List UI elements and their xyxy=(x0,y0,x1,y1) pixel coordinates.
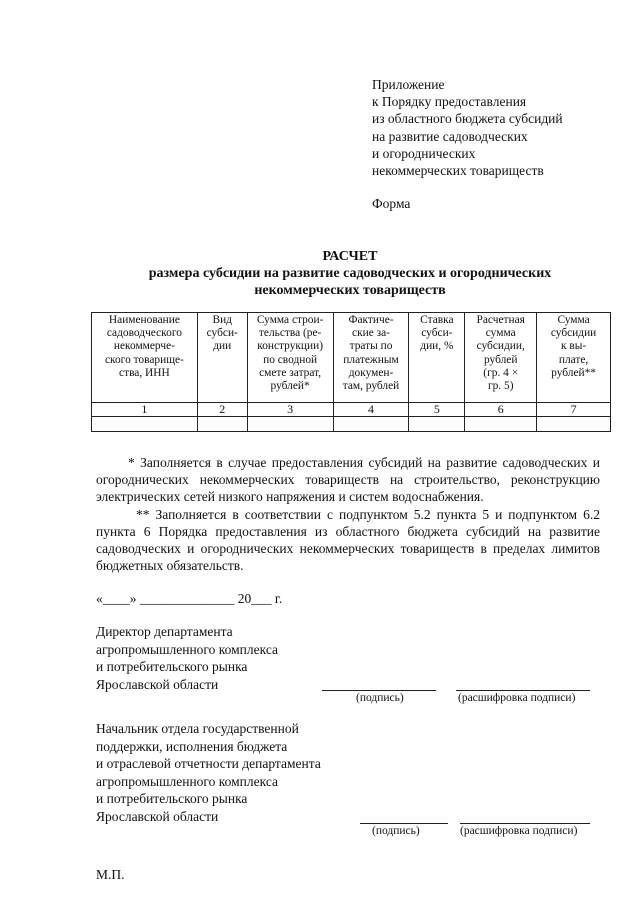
header-cell-construction-sum xyxy=(247,313,333,403)
column-number: 5 xyxy=(409,403,465,417)
header-text-line: тельства (ре- xyxy=(258,327,322,340)
header-text-line: субси- xyxy=(206,327,238,340)
column-number: 4 xyxy=(333,403,409,417)
signature-caption: (подпись) xyxy=(356,692,404,704)
column-number: 2 xyxy=(197,403,247,417)
signatory-line: и потребительского рынка xyxy=(96,659,248,674)
header-text-line: ского товарище- xyxy=(104,353,184,366)
table-cell[interactable] xyxy=(465,417,537,432)
signatory-1-position xyxy=(96,623,278,693)
signature-line-2[interactable] xyxy=(360,823,448,824)
header-text-line: Вид xyxy=(212,314,232,326)
annex-line: из областного бюджета субсидий xyxy=(372,111,563,127)
header-text-line: Сумма строи- xyxy=(256,314,324,326)
decode-caption: (расшифровка подписи) xyxy=(460,825,578,837)
header-text-line: некоммерче- xyxy=(113,340,175,353)
title-sub: некоммерческих товариществ xyxy=(254,283,446,298)
title-main: РАСЧЕТ xyxy=(322,249,378,264)
column-number: 1 xyxy=(92,403,198,417)
decode-caption: (расшифровка подписи) xyxy=(458,692,576,704)
header-cell-rate xyxy=(409,313,465,403)
header-text-line: рублей xyxy=(484,353,518,366)
column-number: 6 xyxy=(465,403,537,417)
header-text-line: (гр. 4 × xyxy=(483,366,519,379)
table-cell[interactable] xyxy=(197,417,247,432)
signatory-2-position xyxy=(96,720,321,825)
document-title xyxy=(0,248,640,299)
header-text-line: дии, % xyxy=(420,340,454,353)
footnote-1: * Заполняется в случае предоставления субсидий на развитие садоводческих и огороднических некоммерческих товариществ на строительство, реконструкцию электрических сетей низкого напряжения и систем водоснабжения. xyxy=(96,455,600,505)
header-text-line: Наименование xyxy=(108,314,180,326)
signatory-line: поддержки, исполнения бюджета xyxy=(96,738,288,754)
decode-line-1[interactable] xyxy=(456,690,590,691)
annex-line: к Порядку предоставления xyxy=(372,94,527,110)
header-text-line: по сводной xyxy=(263,353,318,366)
header-text-line: сумма xyxy=(485,327,516,340)
header-cell-name xyxy=(92,313,198,403)
signature-line-1[interactable] xyxy=(322,690,436,691)
annex-line: и огороднических xyxy=(372,145,476,161)
title-sub: размера субсидии на развитие садоводческих и огороднических xyxy=(148,266,552,281)
annex-block xyxy=(372,76,563,179)
signatory-line: и отраслевой отчетности департамента xyxy=(96,756,321,771)
footnotes xyxy=(96,454,600,574)
header-text-line: субсидии, xyxy=(476,340,525,353)
signatory-line: агропромышленного комплекса xyxy=(96,641,278,657)
header-text-line: Сумма xyxy=(557,314,590,326)
header-text-line: смете затрат, xyxy=(259,366,322,379)
footnote-2: ** Заполняется в соответствии с подпунктом 5.2 пункта 5 и подпунктом 6.2 пункта 6 Порядка предоставления из областного бюджета субсидий на развитие садоводческих и огороднических некоммерческих товариществ в пределах лимитов бюджетных обязательств. xyxy=(96,506,600,574)
signatory-line: Начальник отдела государственной xyxy=(96,721,299,736)
table-header-row xyxy=(92,313,611,403)
header-text-line: Расчетная xyxy=(476,314,525,326)
table-cell[interactable] xyxy=(537,417,611,432)
signatory-line: агропромышленного комплекса xyxy=(96,773,278,789)
header-text-line: ства, ИНН xyxy=(119,366,170,379)
header-text-line: Фактиче- xyxy=(348,314,394,326)
table-row xyxy=(92,417,611,432)
form-label: Форма xyxy=(372,196,411,211)
header-cell-calculated-sum xyxy=(465,313,537,403)
decode-line-2[interactable] xyxy=(460,823,590,824)
annex-line: некоммерческих товариществ xyxy=(372,163,544,179)
header-text-line: конструкции) xyxy=(257,340,324,353)
table-number-row xyxy=(92,403,611,417)
date-line: «____» ______________ 20___ г. xyxy=(96,591,283,606)
signature-caption: (подпись) xyxy=(372,825,420,837)
table-cell[interactable] xyxy=(409,417,465,432)
table-cell[interactable] xyxy=(333,417,409,432)
header-cell-payout-sum xyxy=(537,313,611,403)
header-cell-type xyxy=(197,313,247,403)
header-text-line: плате, xyxy=(558,353,589,366)
column-number: 3 xyxy=(247,403,333,417)
header-text-line: садоводческого xyxy=(106,327,182,340)
signatory-line: Директор департамента xyxy=(96,624,233,639)
header-text-line: рублей** xyxy=(551,366,596,379)
header-text-line: там, рублей xyxy=(342,380,400,393)
header-text-line: субсидии xyxy=(550,327,597,340)
header-text-line: докумен- xyxy=(348,366,394,379)
table-cell[interactable] xyxy=(92,417,198,432)
signatory-line: Ярославской области xyxy=(96,808,219,824)
header-text-line: Ставка xyxy=(420,314,454,326)
annex-line: на развитие садоводческих xyxy=(372,128,528,144)
header-text-line: платежным xyxy=(343,353,399,366)
header-text-line: траты по xyxy=(349,340,393,353)
header-text-line: ские за- xyxy=(352,327,390,340)
header-text-line: рублей* xyxy=(270,380,310,393)
header-text-line: субси- xyxy=(421,327,453,340)
header-text-line: дии xyxy=(213,340,232,353)
column-number: 7 xyxy=(537,403,611,417)
stamp-label: М.П. xyxy=(96,867,125,882)
annex-line: Приложение xyxy=(372,77,445,92)
header-text-line: гр. 5) xyxy=(487,380,514,393)
header-cell-actual-costs xyxy=(333,313,409,403)
table-cell[interactable] xyxy=(247,417,333,432)
calculation-table xyxy=(91,312,611,432)
signatory-line: и потребительского рынка xyxy=(96,791,248,806)
header-text-line: к вы- xyxy=(560,340,587,353)
signatory-line: Ярославской области xyxy=(96,676,219,692)
